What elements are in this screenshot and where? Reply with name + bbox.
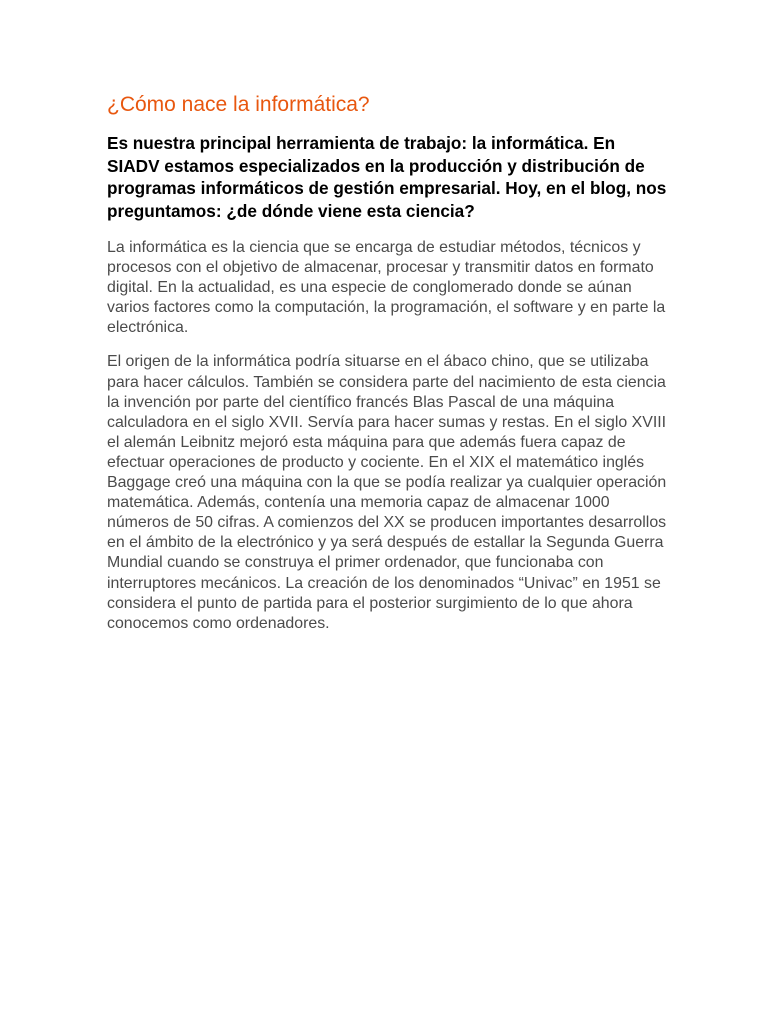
article-paragraph-1: La informática es la ciencia que se encarga de estudiar métodos, técnicos y procesos con el objetivo de almacenar, procesar y transmitir datos en formato digital. En la actualidad, es una especie de conglomerado donde se aúnan varios factores como la computación, la programación, el software y en parte la electrónica. [107,239,666,337]
article-title: ¿Cómo nace la informática? [107,93,370,116]
article-lead: Es nuestra principal herramienta de trabajo: la informática. En SIADV estamos especializados en la producción y distribución de programas informáticos de gestión empresarial. Hoy, en el blog, nos preguntamos: ¿de dónde viene esta ciencia? [107,133,667,221]
article [107,91,667,634]
article-paragraph-2: El origen de la informática podría situarse en el ábaco chino, que se utilizaba para hacer cálculos. También se considera parte del nacimiento de esta ciencia la invención por parte del científico francés Blas Pascal de una máquina calculadora en el siglo XVII. Servía para hacer sumas y restas. En el siglo XVIII el alemán Leibnitz mejoró esta máquina para que además fuera capaz de efectuar operaciones de producto y cociente. En el XIX el matemático inglés Baggage creó una máquina con la que se podía realizar ya cualquier operación matemática. Además, contenía una memoria capaz de almacenar 1000 números de 50 cifras. A comienzos del XX se producen importantes desarrollos en el ámbito de la electrónico y ya será después de estallar la Segunda Guerra Mundial cuando se construya el primer ordenador, que funcionaba con interruptores mecánicos. La creación de los denominados “Univac” en 1951 se considera el punto de partida para el posterior surgimiento de lo que ahora conocemos como ordenadores. [107,353,667,632]
